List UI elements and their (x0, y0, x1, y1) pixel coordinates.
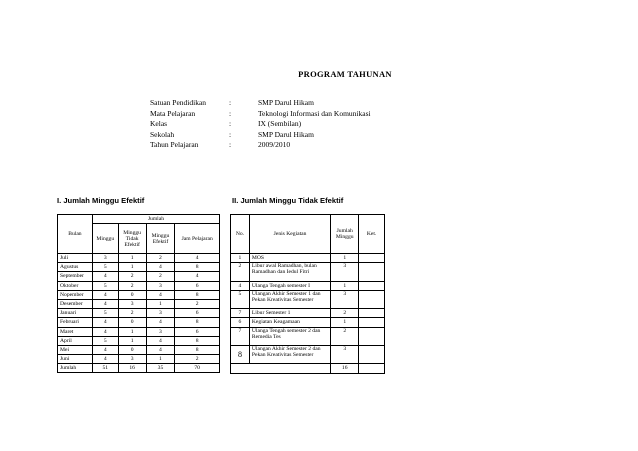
cell-minggu: 4 (92, 345, 118, 354)
info-label: Satuan Pendidikan (150, 98, 207, 107)
cell-jumlah: 2 (331, 327, 359, 345)
cell-ket (359, 364, 385, 373)
cell-tidak: 2 (118, 281, 146, 290)
cell-no: 6 (231, 318, 250, 327)
cell-jam: 8 (175, 318, 220, 327)
cell-jam: 8 (175, 345, 220, 354)
table-row (58, 309, 220, 318)
cell-efektif: 4 (146, 290, 175, 299)
table-row (58, 263, 220, 272)
cell-jenis: Ulanga Tengah semester I (249, 281, 330, 290)
table-row (58, 327, 220, 336)
cell-efektif: 3 (146, 309, 175, 318)
cell-jenis: Ulangan Akhir Semester 1 dan Pekan Kreativitas Semester (249, 290, 330, 308)
cell-bulan: September (58, 272, 93, 281)
table-row (58, 336, 220, 345)
cell-jam: 8 (175, 290, 220, 299)
effective-weeks-table (57, 214, 220, 373)
info-value: Teknologi Informasi dan Komunikasi (258, 108, 371, 118)
total-value: 16 (331, 364, 359, 373)
cell-ket (359, 309, 385, 318)
info-value: SMP Darul Hikam (258, 98, 314, 107)
table-row (231, 345, 385, 363)
cell-jumlah: 1 (331, 318, 359, 327)
cell-no: 1 (231, 254, 250, 263)
cell-bulan: April (58, 336, 93, 345)
table-row (231, 263, 385, 281)
cell-tidak: 0 (118, 318, 146, 327)
cell-minggu: 5 (92, 263, 118, 272)
cell-ket (359, 327, 385, 345)
cell-efektif: 2 (146, 254, 175, 263)
header-tidak-efektif: Minggu Tidak Efektif (118, 224, 146, 254)
cell-bulan: Desember (58, 299, 93, 308)
cell-tidak: 1 (118, 327, 146, 336)
cell-bulan: Juli (58, 254, 93, 263)
info-colon: : (229, 119, 232, 128)
cell-bulan: Maret (58, 327, 93, 336)
cell-bulan: Oktober (58, 281, 93, 290)
table-row (231, 309, 385, 318)
cell-jenis: Libur Semester 1 (249, 309, 330, 318)
section-2-heading: II. Jumlah Minggu Tidak Efektif (232, 196, 344, 205)
non-effective-weeks-table (230, 214, 385, 374)
cell-efektif: 4 (146, 318, 175, 327)
cell-jenis: Kegiatan Keagamaan (249, 318, 330, 327)
cell-minggu: 4 (92, 272, 118, 281)
cell-tidak: 0 (118, 290, 146, 299)
page-title: PROGRAM TAHUNAN (298, 69, 392, 79)
cell-jumlah: 3 (331, 263, 359, 281)
table-row (58, 299, 220, 308)
cell-jam: 8 (175, 263, 220, 272)
cell-ket (359, 263, 385, 281)
cell-bulan: Nopember (58, 290, 93, 299)
cell-minggu: 5 (92, 309, 118, 318)
cell-jam: 8 (175, 336, 220, 345)
header-bulan: Bulan (58, 215, 93, 254)
cell-jam: 2 (175, 299, 220, 308)
cell-tidak: 1 (118, 263, 146, 272)
info-value: IX (Sembilan) (258, 119, 302, 128)
cell-ket (359, 345, 385, 363)
cell-jam: 4 (175, 272, 220, 281)
cell-minggu: 4 (92, 318, 118, 327)
table-row (58, 355, 220, 364)
info-value: SMP Darul Hikam (258, 129, 314, 139)
cell-jumlah: 1 (331, 281, 359, 290)
info-colon: : (229, 108, 232, 118)
cell-efektif: 3 (146, 327, 175, 336)
cell-ket (359, 318, 385, 327)
cell-jam: 2 (175, 355, 220, 364)
section-1-heading: I. Jumlah Minggu Efektif (57, 196, 145, 205)
cell-minggu: 5 (92, 336, 118, 345)
header-jenis: Jenis Kegiatan (249, 215, 330, 254)
info-label: Tahun Pelajaran (150, 140, 199, 149)
cell-jenis: Ulangan Akhir Semester 2 dan Pekan Kreativitas Semester (249, 345, 330, 363)
cell-jam: 6 (175, 309, 220, 318)
table-row (58, 281, 220, 290)
cell-no: 7 (231, 309, 250, 318)
total-row (58, 364, 220, 373)
cell-tidak: 3 (118, 299, 146, 308)
header-minggu: Minggu (92, 224, 118, 254)
info-label: Kelas (150, 119, 168, 128)
table-row (231, 281, 385, 290)
cell-no: 7 (231, 327, 250, 345)
info-colon: : (229, 129, 232, 139)
cell-efektif: 2 (146, 272, 175, 281)
cell-no: 2 (231, 263, 250, 281)
cell-no: 5 (231, 290, 250, 308)
table-row (58, 290, 220, 299)
cell-tidak: 0 (118, 345, 146, 354)
cell-no: 4 (231, 281, 250, 290)
cell-minggu: 5 (92, 281, 118, 290)
table-row (231, 254, 385, 263)
table-row (58, 345, 220, 354)
info-label: Sekolah (150, 129, 175, 139)
cell-tidak: 2 (118, 309, 146, 318)
cell-jam: 4 (175, 254, 220, 263)
table-row (231, 327, 385, 345)
header-jumlah: Jumlah (92, 215, 219, 224)
table-row (58, 272, 220, 281)
cell-bulan: Agustus (58, 263, 93, 272)
cell-bulan: Februari (58, 318, 93, 327)
cell-minggu: 4 (92, 299, 118, 308)
info-colon: : (229, 140, 232, 149)
cell-efektif: 3 (146, 281, 175, 290)
header-jam: Jam Pelajaran (175, 224, 220, 254)
cell-jam: 6 (175, 327, 220, 336)
header-efektif: Minggu Efektif (146, 224, 175, 254)
total-row (231, 364, 385, 373)
cell-ket (359, 281, 385, 290)
cell-bulan: Januari (58, 309, 93, 318)
table-row (58, 254, 220, 263)
cell-jumlah: 1 (331, 254, 359, 263)
cell-jumlah: 3 (331, 345, 359, 363)
cell-efektif: 1 (146, 355, 175, 364)
cell-tidak: 1 (118, 336, 146, 345)
cell-jumlah: 2 (331, 309, 359, 318)
cell-tidak: 2 (118, 272, 146, 281)
cell-ket (359, 290, 385, 308)
table-row (58, 318, 220, 327)
total-label-cell (231, 364, 331, 373)
header-no: No. (231, 215, 250, 254)
cell-ket (359, 254, 385, 263)
cell-minggu: 51 (92, 364, 118, 373)
cell-bulan: Juni (58, 355, 93, 364)
cell-jam: 70 (175, 364, 220, 373)
cell-minggu: 4 (92, 290, 118, 299)
table-row (231, 318, 385, 327)
cell-efektif: 4 (146, 345, 175, 354)
cell-minggu: 3 (92, 254, 118, 263)
cell-minggu: 4 (92, 327, 118, 336)
header-jumlah-minggu: Jumlah Minggu (331, 215, 359, 254)
cell-jenis: MOS (249, 254, 330, 263)
cell-tidak: 16 (118, 364, 146, 373)
cell-bulan: Jumlah (58, 364, 93, 373)
cell-minggu: 4 (92, 355, 118, 364)
cell-jenis: Ulanga Tengah semester 2 dan Remedia Tes (249, 327, 330, 345)
info-label: Mata Pelajaran (150, 108, 196, 118)
header-ket: Ket. (359, 215, 385, 254)
table-row (231, 290, 385, 308)
cell-jumlah: 3 (331, 290, 359, 308)
cell-bulan: Mei (58, 345, 93, 354)
cell-jam: 6 (175, 281, 220, 290)
cell-efektif: 35 (146, 364, 175, 373)
cell-jenis: Libur awal Ramadhan, bulan Ramadhan dan Iedul Fitri (249, 263, 330, 281)
info-value: 2009/2010 (258, 140, 291, 149)
cell-efektif: 4 (146, 263, 175, 272)
cell-efektif: 1 (146, 299, 175, 308)
cell-efektif: 4 (146, 336, 175, 345)
cell-tidak: 3 (118, 355, 146, 364)
cell-tidak: 1 (118, 254, 146, 263)
info-colon: : (229, 98, 232, 107)
cell-no: 8 (231, 345, 250, 363)
